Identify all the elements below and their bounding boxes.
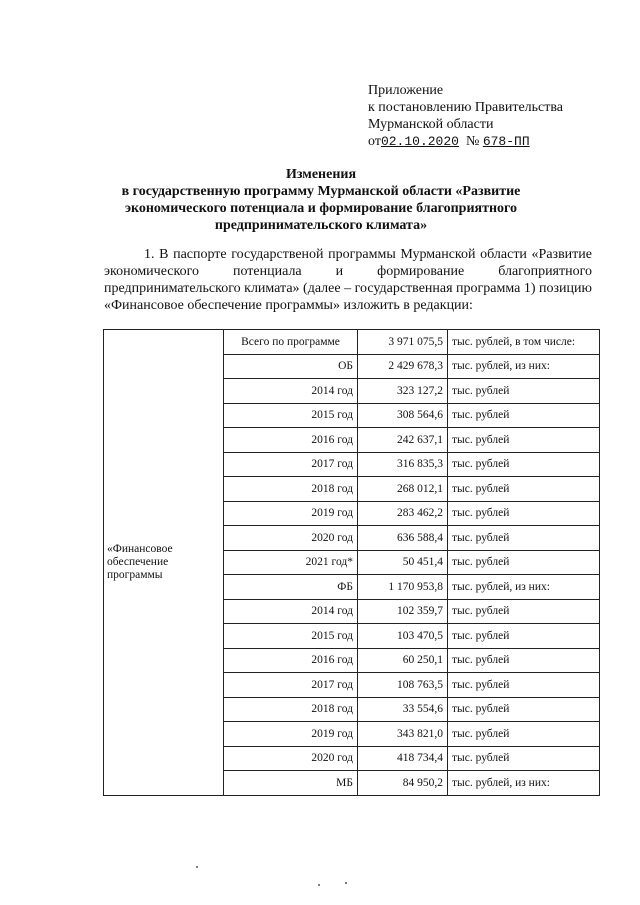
document-title (96, 166, 546, 234)
row-label: 2015 год (224, 403, 358, 428)
date-prefix: от (368, 134, 381, 149)
row-unit: тыс. рублей (448, 526, 600, 551)
row-unit: тыс. рублей, из них: (448, 771, 600, 796)
row-label: 2020 год (224, 746, 358, 771)
title-line-3: экономического потенциала и формирование благоприятного (124, 201, 518, 216)
row-unit: тыс. рублей (448, 428, 600, 453)
row-unit: тыс. рублей (448, 746, 600, 771)
row-value: 636 588,4 (358, 526, 448, 551)
row-value: 60 250,1 (358, 648, 448, 673)
row-value: 1 170 953,8 (358, 575, 448, 600)
row-value: 2 429 678,3 (358, 354, 448, 379)
appendix-region: Мурманской области (368, 117, 494, 132)
row-label: 2016 год (224, 648, 358, 673)
row-unit: тыс. рублей (448, 624, 600, 649)
title-line-2: в государственную программу Мурманской области «Развитие (121, 184, 521, 199)
row-value: 283 462,2 (358, 501, 448, 526)
paragraph-1 (104, 246, 592, 314)
row-value: 84 950,2 (358, 771, 448, 796)
appendix-title: Приложение (368, 83, 444, 98)
row-label: 2014 год (224, 599, 358, 624)
paragraph-text: В паспорте государственой программы Мурманской области «Развитие экономического потенциала и формирование благоприятного предпринимательского климата» (далее – государственная программа 1) позицию «Финансовое обеспечение программы» изложить в редакции: (104, 247, 593, 313)
row-unit: тыс. рублей (448, 550, 600, 575)
row-unit: тыс. рублей (448, 379, 600, 404)
row-value: 323 127,2 (358, 379, 448, 404)
row-label: МБ (224, 771, 358, 796)
row-value: 343 821,0 (358, 722, 448, 747)
row-unit: тыс. рублей (448, 403, 600, 428)
row-label: 2018 год (224, 697, 358, 722)
row-unit: тыс. рублей (448, 452, 600, 477)
row-value: 308 564,6 (358, 403, 448, 428)
row-value: 33 554,6 (358, 697, 448, 722)
row-label: 2017 год (224, 673, 358, 698)
appendix-date-line (368, 133, 563, 150)
row-value: 3 971 075,5 (358, 330, 448, 355)
scan-speck (345, 882, 347, 884)
row-label: 2016 год (224, 428, 358, 453)
row-unit: тыс. рублей (448, 697, 600, 722)
financing-label-cell: «Финансовое обеспечение программы (104, 330, 224, 796)
row-label: 2014 год (224, 379, 358, 404)
row-unit: тыс. рублей (448, 673, 600, 698)
row-unit: тыс. рублей, из них: (448, 354, 600, 379)
row-value: 102 359,7 (358, 599, 448, 624)
row-label: 2020 год (224, 526, 358, 551)
financing-table (103, 329, 600, 796)
row-unit: тыс. рублей, из них: (448, 575, 600, 600)
row-value: 103 470,5 (358, 624, 448, 649)
row-value: 108 763,5 (358, 673, 448, 698)
paragraph-number: 1. (144, 247, 155, 262)
scan-speck (196, 866, 198, 868)
row-label: ОБ (224, 354, 358, 379)
row-value: 242 637,1 (358, 428, 448, 453)
row-label: 2019 год (224, 501, 358, 526)
resolution-date: 02.10.2020 (380, 134, 459, 149)
row-label: 2018 год (224, 477, 358, 502)
row-value: 418 734,4 (358, 746, 448, 771)
row-unit: тыс. рублей, в том числе: (448, 330, 600, 355)
row-unit: тыс. рублей (448, 501, 600, 526)
table-row (104, 330, 600, 355)
row-value: 316 835,3 (358, 452, 448, 477)
resolution-number: 678-ПП (482, 134, 530, 149)
row-value: 50 451,4 (358, 550, 448, 575)
row-value: 268 012,1 (358, 477, 448, 502)
row-label: 2017 год (224, 452, 358, 477)
title-line-4: предпринимательского климата» (214, 218, 428, 233)
row-label: 2015 год (224, 624, 358, 649)
appendix-resolution: к постановлению Правительства (368, 100, 564, 115)
row-label: 2019 год (224, 722, 358, 747)
row-unit: тыс. рублей (448, 599, 600, 624)
row-unit: тыс. рублей (448, 648, 600, 673)
row-unit: тыс. рублей (448, 477, 600, 502)
number-prefix: № (465, 134, 480, 149)
appendix-header (368, 82, 563, 150)
row-label: Всего по программе (224, 330, 358, 355)
scan-speck (318, 884, 320, 886)
title-line-1: Изменения (285, 167, 357, 182)
row-label: 2021 год* (224, 550, 358, 575)
row-unit: тыс. рублей (448, 722, 600, 747)
row-label: ФБ (224, 575, 358, 600)
